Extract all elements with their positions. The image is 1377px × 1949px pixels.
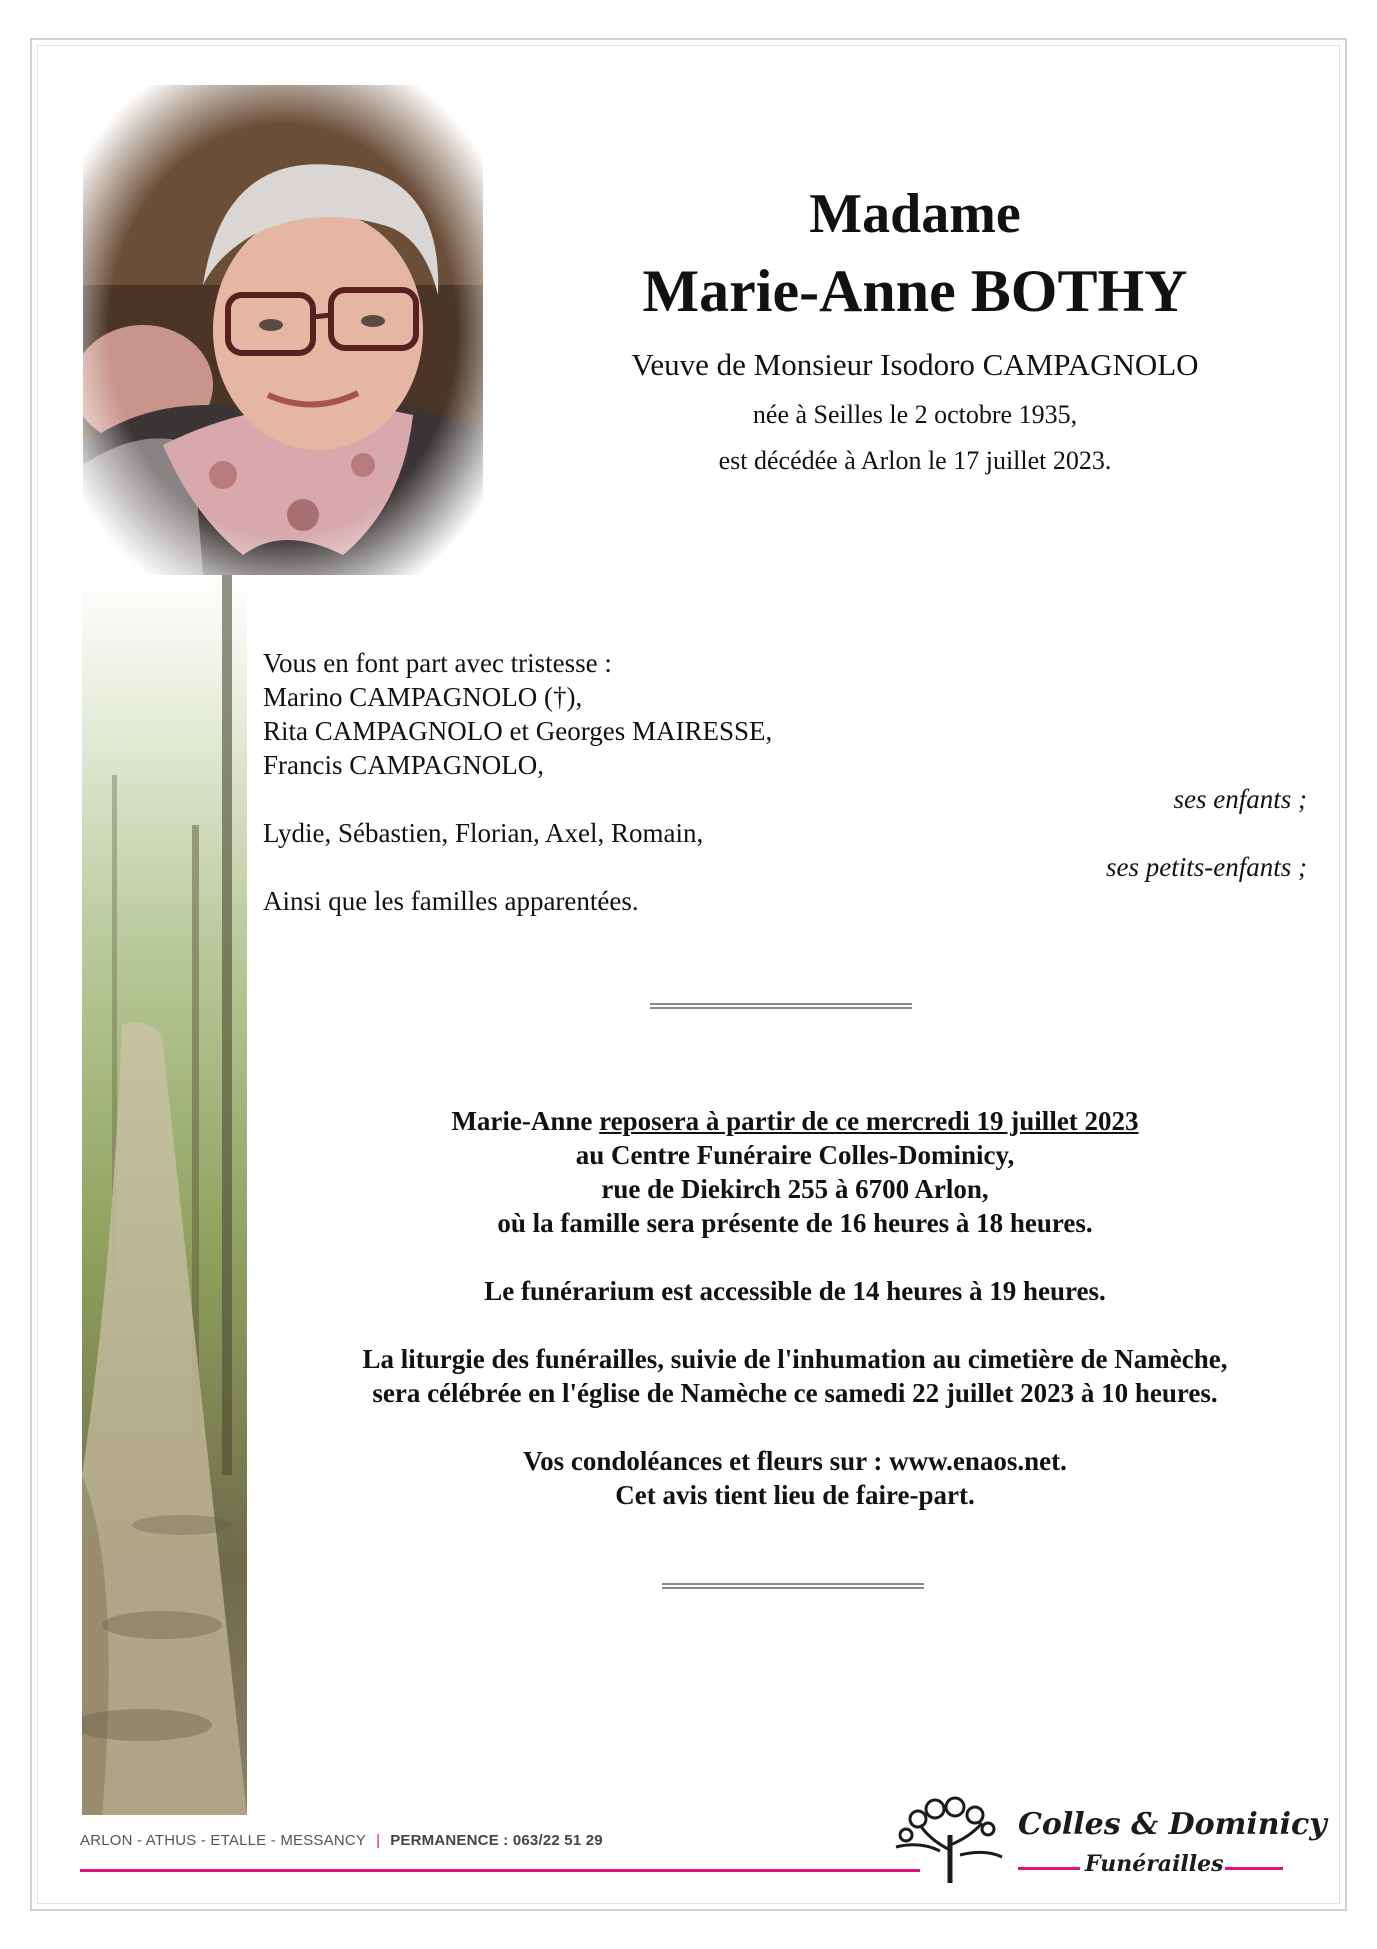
logo-subtitle: Funérailles	[1085, 1851, 1224, 1877]
widow-of: Veuve de Monsieur Isodoro CAMPAGNOLO	[631, 347, 1199, 382]
notice-header	[520, 180, 1310, 484]
logo-name: Colles & Dominicy	[1018, 1807, 1327, 1842]
grandchildren-label: ses petits-enfants ;	[1106, 852, 1307, 882]
condolences-line: Vos condoléances et fleurs sur : www.enaos.net.	[523, 1446, 1067, 1476]
grandchildren-line: Lydie, Sébastien, Florian, Axel, Romain,	[263, 818, 704, 848]
rest-family-hours: où la famille sera présente de 16 heures à 18 heures.	[497, 1208, 1093, 1238]
liturgy-line-2: sera célébrée en l'église de Namèche ce samedi 22 juillet 2023 à 10 heures.	[372, 1378, 1218, 1408]
rest-place: au Centre Funéraire Colles-Dominicy,	[575, 1140, 1015, 1170]
forest-path-image	[82, 575, 247, 1815]
tree-icon	[890, 1795, 1010, 1885]
footer-accent-line	[80, 1869, 920, 1872]
family-intro: Vous en font part avec tristesse :	[263, 648, 612, 678]
logo-accent-line	[1018, 1867, 1080, 1870]
liturgy-line-1: La liturgie des funérailles, suivie de l'inhumation au cimetière de Namèche,	[362, 1344, 1228, 1374]
company-logo	[890, 1795, 1327, 1885]
deceased-name: Marie-Anne BOTHY	[642, 258, 1188, 324]
children-label: ses enfants ;	[1173, 784, 1307, 814]
footer-contact	[80, 1832, 603, 1849]
liturgy-paragraph	[280, 1342, 1310, 1410]
footer-permanence: PERMANENCE : 063/22 51 29	[390, 1832, 603, 1849]
logo-accent-line	[1225, 1867, 1283, 1870]
family-announcement	[263, 646, 1313, 918]
birth-line: née à Seilles le 2 octobre 1935,	[752, 400, 1078, 429]
divider	[650, 1003, 912, 1009]
child-line: Francis CAMPAGNOLO,	[263, 750, 545, 780]
notice-note: Cet avis tient lieu de faire-part.	[615, 1480, 975, 1510]
child-line: Rita CAMPAGNOLO et Georges MAIRESSE,	[263, 716, 773, 746]
death-line: est décédée à Arlon le 17 juillet 2023.	[718, 446, 1112, 475]
footer-separator: |	[376, 1832, 381, 1849]
child-line: Marino CAMPAGNOLO (†),	[263, 682, 583, 712]
family-closing: Ainsi que les familles apparentées.	[263, 886, 639, 916]
rest-dates: reposera à partir de ce mercredi 19 juillet 2023	[599, 1106, 1139, 1136]
rest-name: Marie-Anne	[451, 1106, 593, 1136]
funerarium-hours: Le funérarium est accessible de 14 heures à 19 heures.	[484, 1276, 1106, 1306]
salutation: Madame	[809, 183, 1021, 245]
portrait-photo	[83, 85, 483, 575]
divider	[662, 1583, 924, 1589]
condolences-paragraph	[280, 1444, 1310, 1512]
rest-address: rue de Diekirch 255 à 6700 Arlon,	[601, 1174, 989, 1204]
rest-paragraph	[280, 1104, 1310, 1240]
funeral-info	[280, 1104, 1310, 1546]
footer-locations: ARLON - ATHUS - ETALLE - MESSANCY	[80, 1832, 367, 1849]
